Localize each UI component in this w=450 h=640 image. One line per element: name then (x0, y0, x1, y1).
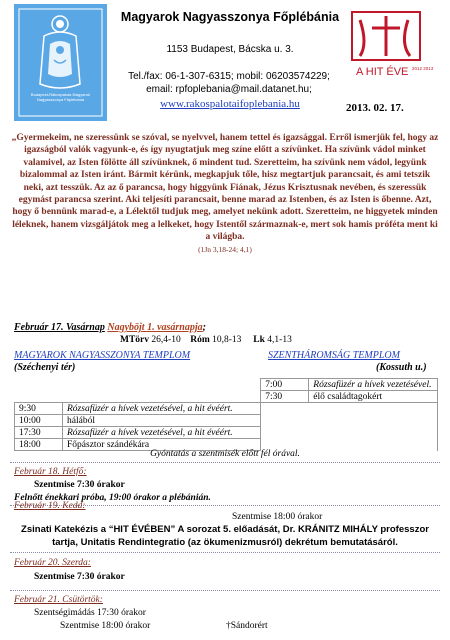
schedule-time: 9:30 (15, 403, 63, 415)
thursday-mass: Szentmise 18:00 órakor (60, 621, 151, 631)
thursday-intention: †Sándorért (226, 621, 268, 631)
logo-text: A HIT ÉVE (356, 66, 409, 78)
tuesday-mass: Szentmise 18:00 órakor (232, 512, 323, 522)
schedule-time: 10:00 (15, 415, 63, 427)
parish-name: Magyarok Nagyasszonya Főplébánia (120, 10, 340, 24)
sunday-schedule-table (14, 378, 438, 451)
confession-note: Gyóntatás a szentmisék előtt fél órával. (150, 449, 300, 459)
logo-caption: Budapest-Rákospalota Magyarok Nagyasszonya Főplébánia (30, 92, 91, 102)
schedule-text: Rózsafüzér a hívek vezetésével, a hit évéért. (63, 427, 261, 439)
sunday-heading: Február 17. Vasárnap Nagyböjt 1. vasárnapja; (14, 322, 206, 333)
schedule-text: élő családtagokért (309, 391, 438, 403)
table-row (15, 391, 438, 403)
year-of-faith-logo (338, 4, 434, 82)
tuesday-heading: Február 19. Kedd: (14, 501, 86, 511)
bulletin-date: 2013. 02. 17. (346, 102, 404, 114)
schedule-text: hálából (63, 415, 261, 427)
church-right-name: SZENTHÁROMSÁG TEMPLOM (268, 350, 400, 361)
wednesday-heading: Február 20. Szerda: (14, 558, 91, 568)
tuesday-lecture: Zsinati Katekézis a “HIT ÉVÉBEN” A sorozat 5. előadását, Dr. KRÁNITZ MIHÁLY professzor tartja, Unitatis Rendintegratio (az ökumenizmusról) dekrétum bemutatásáról. (21, 524, 429, 548)
wednesday-mass: Szentmise 7:30 órakor (34, 572, 125, 582)
schedule-time: 7:30 (261, 391, 309, 403)
cross-icon (338, 4, 434, 82)
table-row (15, 379, 438, 391)
website-link[interactable]: www.rakospalotaifoplebania.hu (160, 98, 300, 110)
contact-block (110, 70, 348, 96)
phone-line: Tel./fax: 06-1-307-6315; mobil: 06203574229; (128, 71, 330, 82)
monday-note: Felnőtt énekkari próba, 19:00 órakor a plébánián. (14, 493, 211, 503)
scripture-quote (10, 132, 440, 256)
table-row (15, 403, 438, 415)
schedule-text: Főpásztor szándékára (63, 439, 261, 451)
church-right-location: (Kossuth u.) (376, 362, 427, 373)
quote-text: „Gyermekeim, ne szeressünk se szóval, se nyelvvel, hanem tettel és igazsággal. Erről ismerjük fel, hogy az igazságból valók vagyunk-e, és így nyugtatjuk meg színe előtt a szívünket. Ha szívünk vádol minket valamivel, az Isten fölötte áll szívünknek, ő mindent tud. Szeretteim, ha szívünk nem vádol, legyünk bizalommal az Isten iránt. Bármit kérünk, megkapjuk tőle, hisz megtartjuk parancsait, és ami tetszik neki, azt tesszük. Az az ő parancsa, hogy higgyünk Fiának, Jézus Krisztusnak nevében, és szeressük egymást parancsa szerint. Aki teljesíti parancsait, benne marad az Istenben, és az Isten is őbenne. Azt, hogy ő bennünk marad-e, a Lélektől tudjuk meg, amelyet nekünk adott. Szeretteim, ne higgyetek minden léleknek, hanem vizsgáljátok meg a lelkeket, hogy Istentől származnak-e, mert sok hamis próféta ment ki a világba. (11, 133, 439, 243)
schedule-text: Rózsafüzér a hívek vezetésével, a hit évéért. (63, 403, 261, 415)
madonna-icon (14, 4, 107, 121)
logo-years: 2012 2013 (412, 66, 434, 71)
sunday-day: Február 17. Vasárnap (14, 322, 105, 333)
table-row (15, 415, 438, 427)
divider (10, 552, 440, 553)
parish-address: 1153 Budapest, Bácska u. 3. (166, 44, 294, 55)
quote-reference: (1Jn 3,18-24; 4,1) (198, 244, 252, 254)
divider (10, 590, 440, 591)
sunday-feast: Nagyböjt 1. vasárnapja (107, 322, 203, 333)
church-left-location: (Széchenyi tér) (14, 362, 76, 373)
schedule-time: 7:00 (261, 379, 309, 391)
monday-heading: Február 18. Hétfő: (14, 467, 87, 477)
schedule-text: Rózsafüzér a hívek vezetésével. (309, 379, 438, 391)
email-line: email: rpfoplebania@mail.datanet.hu; (146, 84, 312, 95)
schedule-time: 17:30 (15, 427, 63, 439)
table-row (15, 427, 438, 439)
thursday-adoration: Szentségimádás 17:30 órakor (34, 608, 146, 618)
parish-logo (14, 4, 107, 121)
monday-mass: Szentmise 7:30 órakor (34, 480, 125, 490)
church-left-name: MAGYAROK NAGYASSZONYA TEMPLOM (14, 350, 191, 361)
thursday-heading: Február 21. Csütörtök: (14, 595, 103, 605)
schedule-time: 18:00 (15, 439, 63, 451)
divider (10, 462, 440, 463)
sunday-readings: MTörv 26,4-10 Róm 10,8-13 Lk 4,1-13 (120, 335, 292, 345)
